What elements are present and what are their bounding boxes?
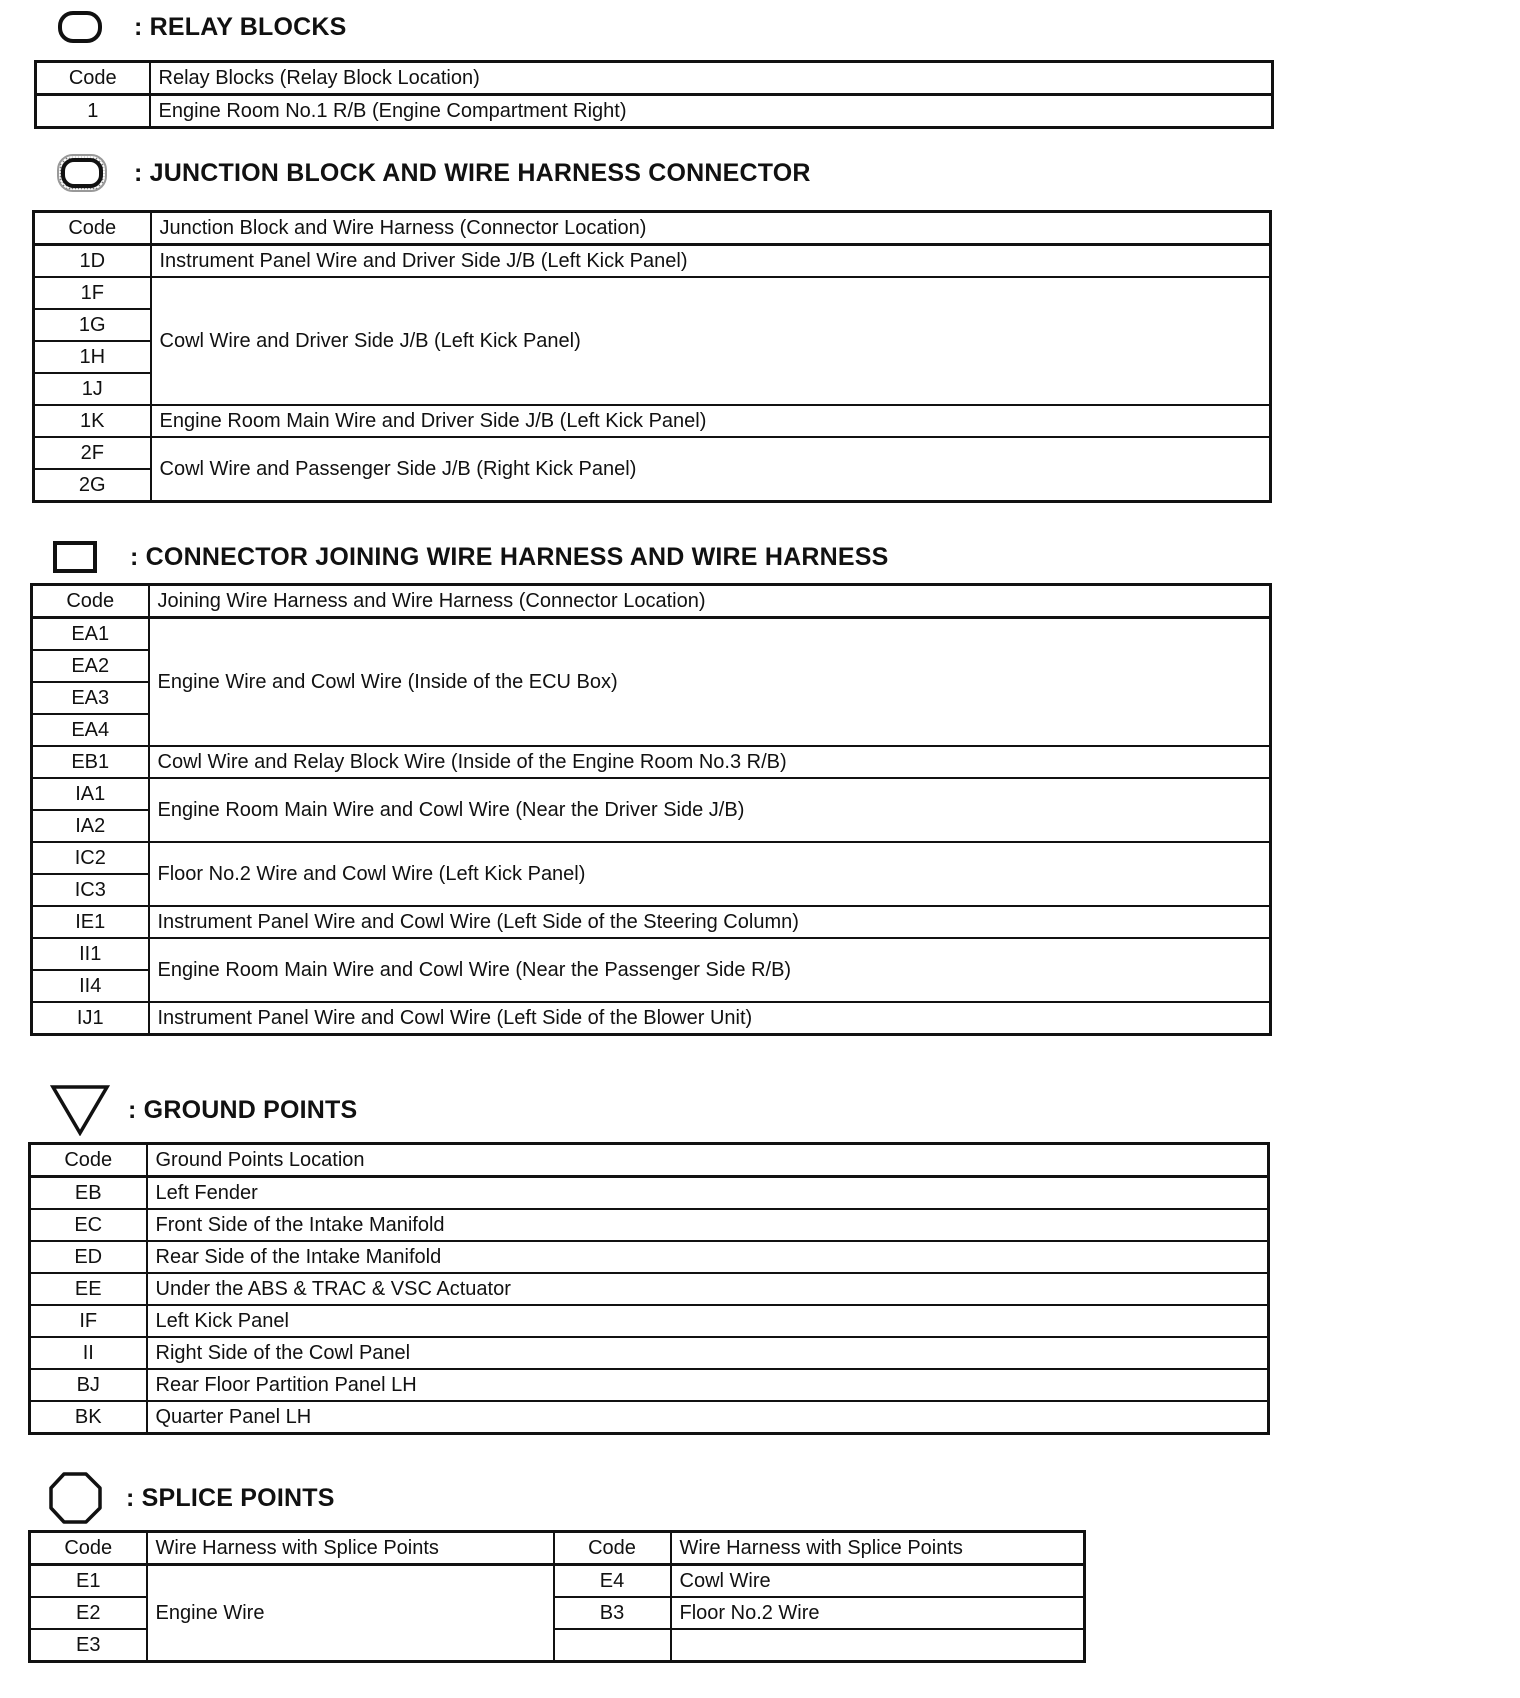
desc-header: Joining Wire Harness and Wire Harness (Connector Location) [149,585,1271,618]
code-cell: IA2 [32,810,149,842]
table-row [36,95,1273,128]
desc-header: Wire Harness with Splice Points [671,1532,1085,1565]
table-header-row [30,1144,1269,1177]
junction-block-table [32,210,1272,503]
code-cell: II1 [32,938,149,970]
code-cell: IC2 [32,842,149,874]
code-cell: IJ1 [32,1002,149,1035]
code-cell: 1J [34,373,151,405]
code-cell: EA2 [32,650,149,682]
code-cell: ED [30,1241,147,1273]
connector-joining-heading [52,534,888,580]
code-cell: 2F [34,437,151,469]
desc-cell: Left Kick Panel [147,1305,1269,1337]
desc-cell: Engine Room No.1 R/B (Engine Compartment Right) [150,95,1273,128]
table-row [34,437,1271,469]
desc-cell: Floor No.2 Wire and Cowl Wire (Left Kick Panel) [149,842,1271,906]
desc-cell: Quarter Panel LH [147,1401,1269,1434]
table-row [30,1273,1269,1305]
splice-points-table [28,1530,1086,1663]
desc-cell: Under the ABS & TRAC & VSC Actuator [147,1273,1269,1305]
code-cell: 1H [34,341,151,373]
code-cell: EC [30,1209,147,1241]
desc-cell: Right Side of the Cowl Panel [147,1337,1269,1369]
junction-block-heading [56,150,811,196]
desc-cell: Floor No.2 Wire [671,1597,1085,1629]
code-cell: EB1 [32,746,149,778]
desc-cell: Engine Room Main Wire and Cowl Wire (Near the Passenger Side R/B) [149,938,1271,1002]
table-row [30,1305,1269,1337]
desc-cell: Engine Wire and Cowl Wire (Inside of the ECU Box) [149,618,1271,747]
desc-cell: Instrument Panel Wire and Driver Side J/B (Left Kick Panel) [151,245,1271,278]
empty-cell [554,1629,671,1662]
code-cell: EE [30,1273,147,1305]
code-cell: E2 [30,1597,147,1629]
desc-cell: Rear Floor Partition Panel LH [147,1369,1269,1401]
section-title: : CONNECTOR JOINING WIRE HARNESS AND WIRE HARNESS [130,542,889,571]
table-header-row [36,62,1273,95]
triangle-down-icon [50,1082,120,1138]
table-row [30,1241,1269,1273]
code-header: Code [32,585,149,618]
table-row [30,1209,1269,1241]
code-cell: 2G [34,469,151,502]
code-cell: EA3 [32,682,149,714]
code-header: Code [34,212,151,245]
code-cell: IA1 [32,778,149,810]
desc-header: Wire Harness with Splice Points [147,1532,554,1565]
table-header-row [30,1532,1085,1565]
relay-blocks-table [34,60,1274,129]
code-cell: II [30,1337,147,1369]
table-row [30,1369,1269,1401]
section-title: : SPLICE POINTS [126,1483,335,1512]
code-header: Code [30,1144,147,1177]
rounded-rect-icon [56,4,126,50]
code-cell: 1 [36,95,150,128]
code-cell: EA1 [32,618,149,651]
table-row [34,405,1271,437]
table-row [32,938,1271,970]
desc-cell: Rear Side of the Intake Manifold [147,1241,1269,1273]
code-cell: 1D [34,245,151,278]
code-cell: 1K [34,405,151,437]
connector-joining-table [30,583,1272,1036]
code-cell: 1F [34,277,151,309]
code-cell: BJ [30,1369,147,1401]
table-row [34,277,1271,309]
table-header-row [34,212,1271,245]
desc-cell: Cowl Wire and Relay Block Wire (Inside of the Engine Room No.3 R/B) [149,746,1271,778]
relay-blocks-heading [56,4,347,50]
desc-cell: Cowl Wire and Passenger Side J/B (Right Kick Panel) [151,437,1271,502]
table-row [30,1337,1269,1369]
section-title: : JUNCTION BLOCK AND WIRE HARNESS CONNECTOR [134,158,811,187]
code-cell: B3 [554,1597,671,1629]
code-cell: BK [30,1401,147,1434]
table-row [32,842,1271,874]
table-row [32,618,1271,651]
table-row [32,746,1271,778]
empty-cell [671,1629,1085,1662]
section-title: : RELAY BLOCKS [134,12,347,41]
shaded-rounded-rect-icon [56,150,126,196]
section-title: : GROUND POINTS [128,1095,358,1124]
desc-cell: Engine Room Main Wire and Driver Side J/B (Left Kick Panel) [151,405,1271,437]
desc-header: Relay Blocks (Relay Block Location) [150,62,1273,95]
code-cell: II4 [32,970,149,1002]
desc-cell: Cowl Wire [671,1565,1085,1598]
code-cell: E4 [554,1565,671,1598]
splice-points-heading [48,1470,335,1526]
code-cell: EB [30,1177,147,1210]
code-header: Code [554,1532,671,1565]
code-cell: E3 [30,1629,147,1662]
code-cell: IF [30,1305,147,1337]
code-cell: IC3 [32,874,149,906]
table-row [32,1002,1271,1035]
code-cell: E1 [30,1565,147,1598]
table-header-row [32,585,1271,618]
desc-cell: Instrument Panel Wire and Cowl Wire (Left Side of the Steering Column) [149,906,1271,938]
code-cell: 1G [34,309,151,341]
code-header: Code [30,1532,147,1565]
desc-cell: Instrument Panel Wire and Cowl Wire (Left Side of the Blower Unit) [149,1002,1271,1035]
desc-cell: Engine Wire [147,1565,554,1662]
code-cell: IE1 [32,906,149,938]
table-row [34,245,1271,278]
desc-cell: Front Side of the Intake Manifold [147,1209,1269,1241]
table-row [30,1177,1269,1210]
desc-cell: Left Fender [147,1177,1269,1210]
desc-cell: Cowl Wire and Driver Side J/B (Left Kick Panel) [151,277,1271,405]
square-icon [52,534,122,580]
code-cell: EA4 [32,714,149,746]
desc-cell: Engine Room Main Wire and Cowl Wire (Near the Driver Side J/B) [149,778,1271,842]
desc-header: Junction Block and Wire Harness (Connector Location) [151,212,1271,245]
desc-header: Ground Points Location [147,1144,1269,1177]
ground-points-heading [50,1082,357,1138]
code-header: Code [36,62,150,95]
table-row [30,1565,1085,1598]
octagon-icon [48,1470,118,1526]
table-row [32,906,1271,938]
table-row [30,1401,1269,1434]
ground-points-table [28,1142,1270,1435]
table-row [32,778,1271,810]
